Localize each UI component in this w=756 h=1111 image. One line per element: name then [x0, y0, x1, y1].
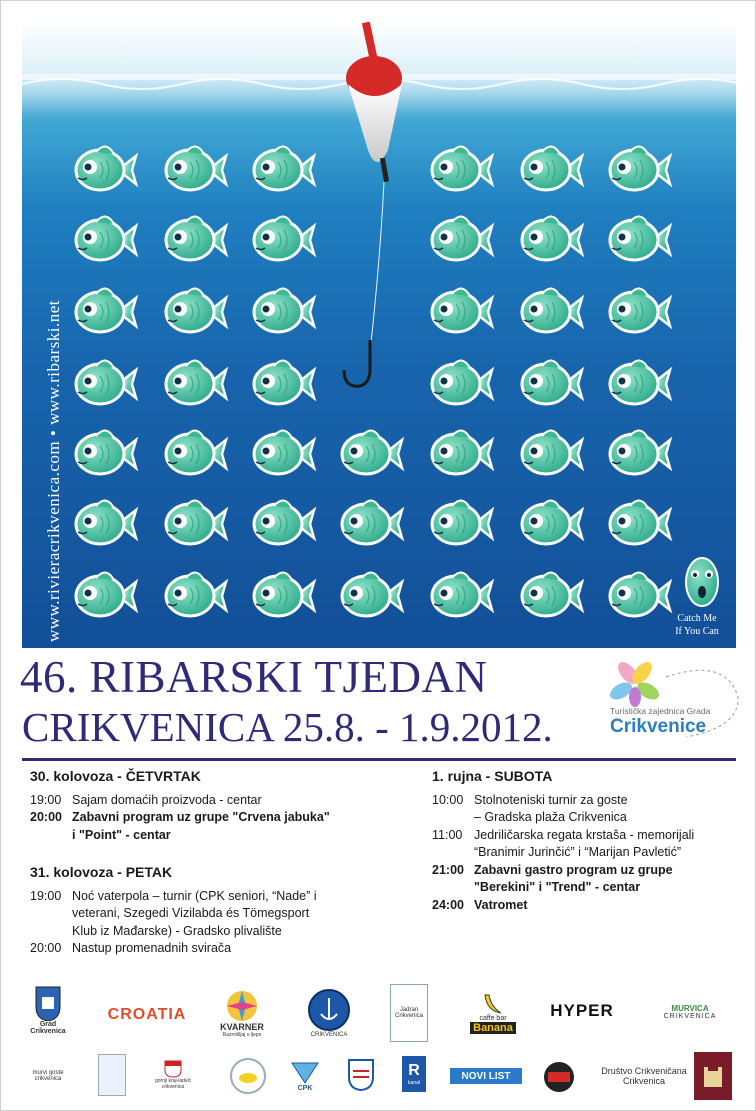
logo-drustvo: [596, 1060, 692, 1092]
fish-icon: [166, 360, 226, 404]
fish-icon: [522, 146, 582, 190]
program-row: [432, 879, 732, 897]
program-text: Nastup promenadnih svirača: [72, 941, 232, 955]
fish-icon: [166, 146, 226, 190]
day3-items: [432, 792, 732, 915]
logo-drustvo-line1: Društvo Crikveničana: [601, 1066, 687, 1076]
catch-me-caption: [662, 612, 732, 638]
program-text: Vatromet: [474, 897, 528, 912]
fish-icon: [522, 288, 582, 332]
title-line1: 46. RIBARSKI TJEDAN: [20, 652, 488, 702]
fish-icon: [610, 500, 670, 544]
fish-icon: [610, 146, 670, 190]
fish-icon: [166, 288, 226, 332]
logo-shield-blue: [348, 1058, 374, 1092]
fish-icon: [522, 430, 582, 474]
program-row: [432, 809, 732, 827]
fishing-float-icon: [346, 22, 402, 182]
program-time: 11:00: [432, 827, 463, 842]
fish-icon: [342, 430, 402, 474]
program-row: [30, 888, 410, 906]
logo-murvica: [646, 1000, 734, 1024]
fish-icon: [166, 216, 226, 260]
fish-icon: [76, 500, 136, 544]
title-line2: CRIKVENICA 25.8. - 1.9.2012.: [22, 704, 553, 750]
program-time: 20:00: [30, 810, 62, 824]
program-row: [432, 792, 732, 810]
fish-icon: [342, 500, 402, 544]
program-row: [30, 923, 410, 941]
fish-icon: [522, 500, 582, 544]
kvarner-star-icon: [226, 990, 258, 1022]
program-row: [432, 862, 732, 880]
fish-icon: [610, 572, 670, 616]
logo-banana-text: Banana: [470, 1022, 516, 1034]
program-text: "Berekini" i "Trend" - centar: [474, 880, 641, 894]
program-text: “Branimir Jurinčić” i “Marijan Pavletić”: [474, 845, 681, 859]
program-text: Stolnoteniski turnir za goste: [474, 792, 628, 807]
program-row: [30, 905, 410, 923]
program-time: [30, 827, 72, 845]
program-text: Zabavni gastro program uz grupe: [474, 862, 673, 877]
fish-icon: [254, 288, 314, 332]
logo-mgz: murvi goste crikvenica: [32, 1070, 64, 1082]
logo-hyper: HYPER: [550, 1001, 614, 1020]
tz-name: Crikvenice: [610, 716, 707, 737]
radio-emblem-icon: [540, 1060, 578, 1094]
fish-icon: [76, 146, 136, 190]
coat-of-arms-icon: [34, 985, 62, 1021]
fishing-line: [370, 182, 384, 352]
logo-drustvo-line2: Crikvenica: [622, 1076, 665, 1086]
fish-icon: [342, 572, 402, 616]
fish-icon: [76, 430, 136, 474]
logo-kvarner: [214, 986, 270, 1042]
logo-kvarner-sub: Razmišljaj o ljepo: [222, 1032, 262, 1038]
day3-heading: 1. rujna - SUBOTA: [432, 768, 553, 784]
logo-kvarner-text: KVARNER: [220, 1022, 264, 1032]
fish-icon: [254, 572, 314, 616]
program-row: [432, 844, 732, 862]
hero-image: [22, 22, 736, 648]
fish-icon: [254, 500, 314, 544]
logo-radio: [538, 1058, 580, 1096]
logo-kanal-text: kanal: [408, 1080, 420, 1086]
blue-shield-icon: [348, 1059, 374, 1091]
fish-icon: [432, 288, 492, 332]
sponsor-logos: [22, 978, 736, 1106]
program-text: Zabavni program uz grupe "Crvena jabuka": [72, 810, 330, 824]
fish-icon: [76, 216, 136, 260]
fish-icon: [610, 216, 670, 260]
round-emblem-icon: [229, 1057, 267, 1095]
program-time: [432, 809, 474, 827]
program-text: veterani, Szegedi Vizilabda és Tömegsport: [72, 906, 310, 920]
hook-icon: [344, 340, 370, 386]
day2-items: [30, 888, 410, 958]
logo-novi-list: NOVI LIST: [450, 1068, 522, 1084]
fish-icon: [432, 572, 492, 616]
program-row: [30, 792, 410, 810]
catch-me-line1: Catch Me: [677, 613, 717, 624]
logo-kanal: [402, 1056, 426, 1092]
hero-graphic: [22, 22, 736, 648]
day2-block: [30, 864, 410, 958]
program-text: Sajam domaćih proizvoda - centar: [72, 792, 262, 807]
logo-round-club: [228, 1056, 268, 1096]
day1-items: [30, 792, 410, 845]
logo-burgundy: [694, 1052, 732, 1100]
logo-caffe-text: caffe bar: [479, 1014, 507, 1022]
fish-icon: [254, 430, 314, 474]
program-text: Noć vaterpola – turnir (CPK seniori, “Nade” i: [72, 888, 317, 903]
logo-club-text: CRIKVENICA: [310, 1032, 348, 1038]
program-text: Jedriličarska regata krstaša - memorijali: [474, 827, 695, 842]
fish-icon: [610, 360, 670, 404]
fish-icon: [432, 360, 492, 404]
tourist-board-logo: [606, 657, 746, 743]
program-time: 20:00: [30, 941, 62, 955]
fish-icon: [254, 146, 314, 190]
fish-icon: [166, 572, 226, 616]
fish-icon: [432, 146, 492, 190]
logo-cpk-text: CPK: [297, 1084, 313, 1092]
logo-caffe-banana: [466, 982, 520, 1042]
shield-icon: [164, 1060, 182, 1078]
program-time: [30, 923, 72, 941]
fish-icon: [522, 360, 582, 404]
logo-murvica-sub: CRIKVENICA: [663, 1013, 717, 1020]
fish-icon: [76, 360, 136, 404]
logo-jadran: Jadran Crikvenica: [390, 984, 428, 1042]
program-time: 10:00: [432, 792, 464, 807]
fish-icon: [432, 216, 492, 260]
program-text: – Gradska plaža Crikvenica: [474, 810, 627, 824]
fish-icon: [254, 216, 314, 260]
castle-emblem-icon: [700, 1061, 726, 1091]
tz-subtitle: Turistička zajednica Grada: [610, 706, 711, 716]
logo-croatia: CROATIA: [107, 1006, 187, 1023]
program-time: [30, 905, 72, 923]
program-time: 24:00: [432, 897, 464, 912]
program-row: [30, 940, 410, 958]
side-website-text: [24, 172, 64, 642]
program-text: Klub iz Mađarske) - Gradsko plivalište: [72, 923, 282, 938]
kanal-r-icon: R: [408, 1062, 420, 1079]
logo-grad-crikvenica: [26, 980, 70, 1040]
day3-block: [432, 768, 732, 914]
side-url: www.rivieracrikvenica.com • www.ribarski.net: [44, 299, 63, 642]
day1-block: [30, 768, 410, 844]
anchor-emblem-icon: [307, 988, 351, 1032]
logo-grad-text: Grad Crikvenica: [30, 1021, 66, 1035]
fish-icon: [254, 360, 314, 404]
fish-icon: [522, 572, 582, 616]
program-row: [432, 897, 732, 915]
day2-heading: 31. kolovoza - PETAK: [30, 864, 173, 880]
catch-me-fish-icon: [686, 558, 718, 606]
logo-book: [98, 1054, 126, 1096]
fish-icon: [610, 288, 670, 332]
fish-icon: [76, 572, 136, 616]
logo-cpk: [288, 1056, 322, 1096]
cpk-emblem-icon: [290, 1061, 320, 1085]
program-text: i "Point" - centar: [72, 827, 171, 842]
fish-icon: [432, 430, 492, 474]
fish-icon: [432, 500, 492, 544]
program-time: [432, 879, 474, 897]
program-time: 21:00: [432, 862, 464, 877]
logo-gornji-text: gornji kraj-ladvić crikvenica: [154, 1078, 192, 1090]
logo-murvica-text: MURVICA: [671, 1004, 709, 1013]
day1-heading: 30. kolovoza - ČETVRTAK: [30, 768, 201, 784]
fish-icon: [166, 500, 226, 544]
program-time: [432, 844, 474, 862]
logo-gornji-kraj: [146, 1054, 200, 1096]
fish-icon: [166, 430, 226, 474]
fish-icon: [610, 430, 670, 474]
program-time: 19:00: [30, 792, 62, 807]
program-time: 19:00: [30, 888, 62, 903]
logo-club-crikvenica: [304, 988, 354, 1038]
program-row: [30, 809, 410, 827]
catch-me-line2: If You Can: [675, 626, 719, 637]
divider: [22, 758, 736, 761]
fish-icon: [76, 288, 136, 332]
banana-icon: [481, 991, 505, 1015]
program-row: [432, 827, 732, 845]
program-row: [30, 827, 410, 845]
fish-icon: [522, 216, 582, 260]
